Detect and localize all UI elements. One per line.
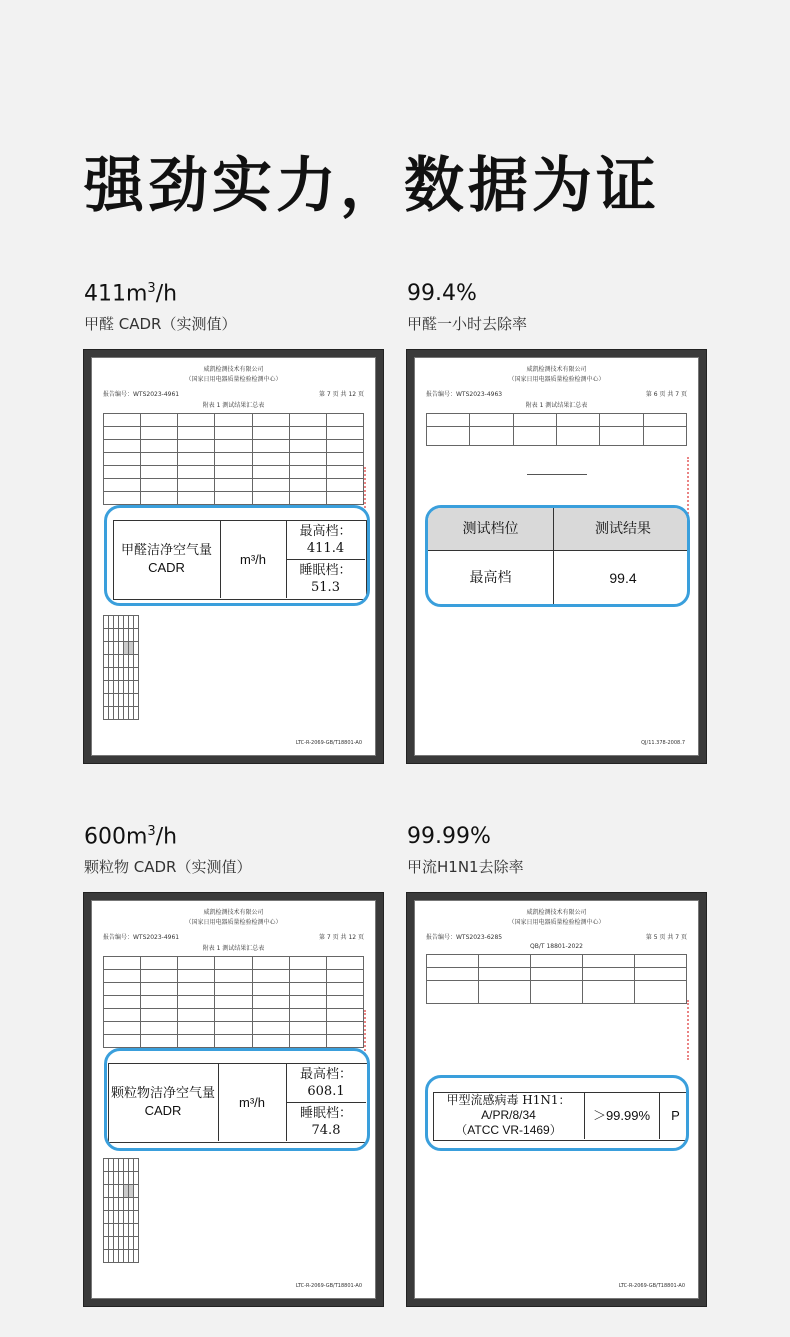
report-page: 第 5 页 共 7 页 [645,934,687,941]
stat-value-formaldehyde-removal: 99.4% [407,281,477,306]
report-company: 威凯检测技术有限公司 [203,366,264,373]
report-table [103,413,364,505]
stat-label-formaldehyde-cadr: 甲醛 CADR（实测值） [84,315,237,333]
callout-formaldehyde-removal [425,505,690,607]
callout-high-value: 最高档：411.4 [299,523,352,556]
callout-verdict: P [671,1108,680,1123]
report-number: 报告编号：WTS2023-4961 [103,391,180,398]
stat-value-formaldehyde-cadr: $411m^3/h$ [84,281,178,307]
report-table [426,954,687,1004]
report-table-lower [103,1158,139,1263]
report-footer: QJ/11.378-2008.7 [641,740,685,746]
callout-particle-cadr [104,1048,370,1151]
callout-header-gear: 测试档位 [462,520,519,537]
callout-sleep-value: 睡眠档：51.3 [299,562,352,595]
report-center: （国家日用电器质量检验检测中心） [508,919,605,926]
callout-virus-strain: A/PR/8/34 [481,1108,536,1122]
page-title: 强劲实力，数据为证 [84,151,660,221]
report-center: （国家日用电器质量检验检测中心） [508,376,605,383]
callout-unit: m³/h [239,1094,265,1110]
stat-label-h1n1-removal: 甲流H1N1去除率 [407,858,524,876]
report-subtitle: 附表 1 测试结果汇总表 [202,402,265,409]
report-company: 威凯检测技术有限公司 [526,909,587,916]
stat-value-h1n1-removal: 99.99% [407,824,491,849]
report-page: 第 7 页 共 12 页 [319,391,364,398]
callout-h1n1-removal [425,1075,689,1151]
callout-sleep-value: 睡眠档：74.8 [299,1105,352,1138]
callout-header-result: 测试结果 [595,520,651,537]
stamp-mark [687,457,699,517]
stat-value-particle-cadr: $600m^3/h$ [84,824,178,850]
report-divider [527,474,587,475]
report-number: 报告编号：WTS2023-4961 [103,934,180,941]
report-center: （国家日用电器质量检验检测中心） [185,919,282,926]
callout-virus-atcc: （ATCC VR-1469） [455,1123,562,1137]
report-table-lower [103,615,139,720]
callout-item-sub: CADR [148,560,185,575]
report-subtitle: 附表 1 测试结果汇总表 [525,402,588,409]
report-footer: LTC-R-2069-GB/T18801-A0 [618,1283,685,1289]
report-table [103,956,364,1048]
report-footer: LTC-R-2069-GB/T18801-A0 [295,1283,362,1289]
stat-label-formaldehyde-removal: 甲醛一小时去除率 [407,315,528,333]
report-table [426,413,687,446]
stat-label-particle-cadr: 颗粒物 CADR（实测值） [84,858,252,876]
report-page: 第 7 页 共 12 页 [319,934,364,941]
callout-formaldehyde-cadr [104,505,370,606]
report-number: 报告编号：WTS2023-4963 [426,391,503,398]
callout-virus-name: 甲型流感病毒 H1N1： [446,1093,571,1107]
report-standard: QB/T 18801-2022 [530,943,583,950]
report-center: （国家日用电器质量检验检测中心） [185,376,282,383]
report-subtitle: 附表 1 测试结果汇总表 [202,945,265,952]
callout-unit: m³/h [240,551,266,567]
report-footer: LTC-R-2069-GB/T18801-A0 [295,740,362,746]
callout-removal-value: ＞99.99% [592,1108,651,1123]
report-company: 威凯检测技术有限公司 [526,366,587,373]
callout-gear-value: 最高档 [469,570,512,586]
callout-item-sub: CADR [144,1103,182,1118]
report-company: 威凯检测技术有限公司 [203,909,264,916]
report-number: 报告编号：WTS2023-6285 [426,934,503,941]
stamp-mark [687,1000,699,1060]
callout-high-value: 最高档：608.1 [299,1066,352,1099]
callout-result-value: 99.4 [609,570,637,586]
callout-item-name: 甲醛洁净空气量 [120,543,212,558]
report-page: 第 6 页 共 7 页 [645,391,687,398]
callout-item-name: 颗粒物洁净空气量 [110,1086,215,1101]
